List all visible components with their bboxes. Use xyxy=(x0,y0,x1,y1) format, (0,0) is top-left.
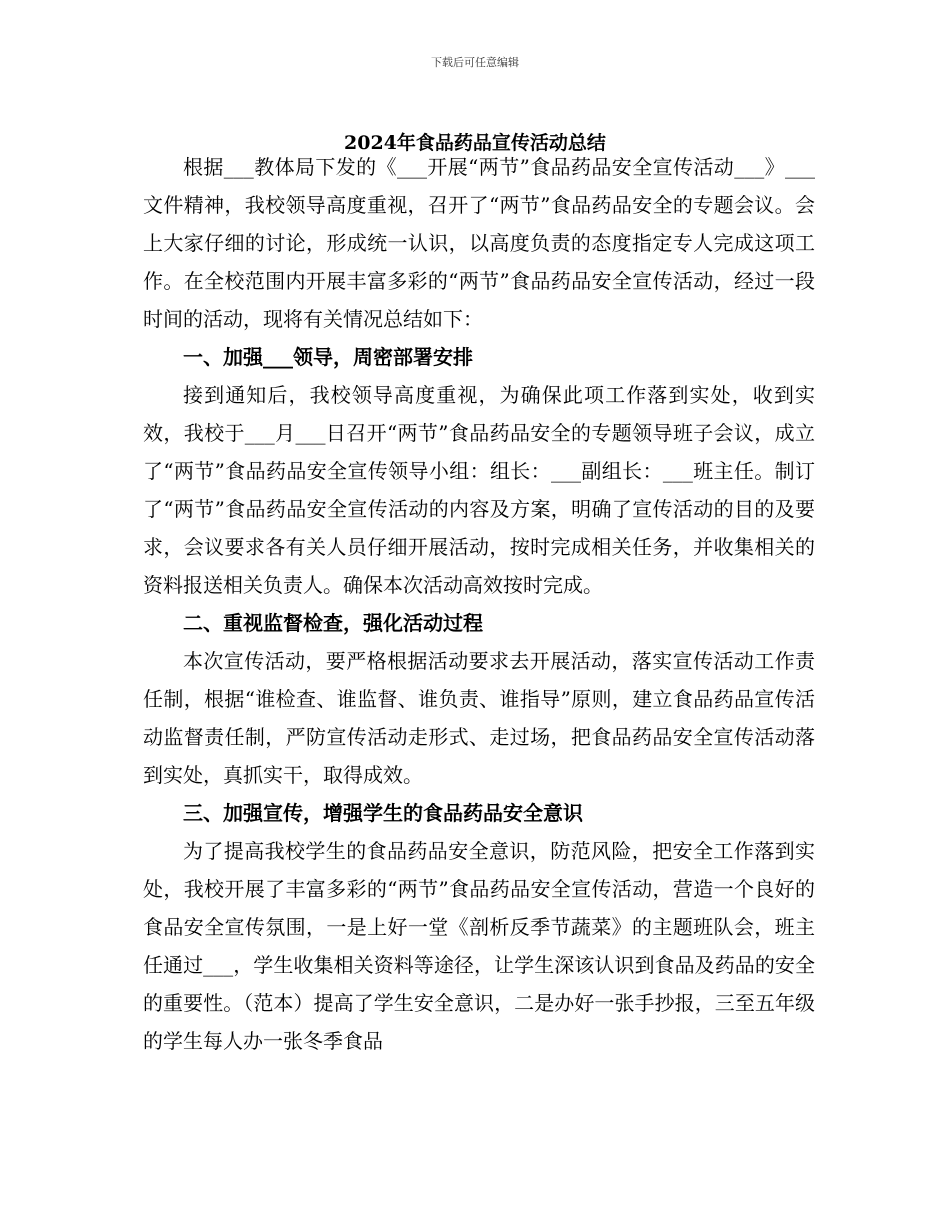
section-2-paragraph: 本次宣传活动，要严格根据活动要求去开展活动，落实宣传活动工作责任制，根据“谁检查、谁监督、谁负责、谁指导”原则，建立食品药品宣传活动监督责任制，严防宣传活动走形式、走过场，把食品药品安全宣传活动落到实处，真抓实干，取得成效。 xyxy=(143,649,815,787)
section-3-paragraph: 为了提高我校学生的食品药品安全意识，防范风险，把安全工作落到实处，我校开展了丰富多彩的“两节”食品药品安全宣传活动，营造一个良好的食品安全宣传氛围，一是上好一堂《剖析反季节蔬菜》的主题班队会，班主任通过___，学生收集相关资料等途径，让学生深该认识到食品及药品的安全的重要性。（范本）提高了学生安全意识，二是办好一张手抄报，三至五年级的学生每人办一张冬季食品 xyxy=(143,839,815,1053)
section-1-paragraph: 接到通知后，我校领导高度重视，为确保此项工作落到实处，收到实效，我校于___月___日召开“两节”食品药品安全的专题领导班子会议，成立了“两节”食品药品安全宣传领导小组：组长：___副组长：___班主任。制订了“两节”食品药品安全宣传活动的内容及方案，明确了宣传活动的目的及要求，会议要求各有关人员仔细开展活动，按时完成相关任务，并收集相关的资料报送相关负责人。确保本次活动高效按时完成。 xyxy=(143,383,815,597)
section-heading-2: 二、重视监督检查，强化活动过程 xyxy=(183,611,483,635)
document-body xyxy=(143,148,815,1060)
section-heading-1: 一、加强___领导，周密部署安排 xyxy=(183,345,473,369)
section-heading-3: 三、加强宣传，增强学生的食品药品安全意识 xyxy=(183,801,583,825)
document-title: 2024年食品药品宣传活动总结 xyxy=(344,132,606,154)
intro-paragraph: 根据___教体局下发的《___开展“两节”食品药品安全宣传活动___》___文件精神，我校领导高度重视，召开了“两节”食品药品安全的专题会议。会上大家仔细的讨论，形成统一认识，以高度负责的态度指定专人完成这项工作。在全校范围内开展丰富多彩的“两节”食品药品安全宣传活动，经过一段时间的活动，现将有关情况总结如下： xyxy=(143,155,815,331)
page-header-note: 下载后可任意编辑 xyxy=(431,56,519,69)
